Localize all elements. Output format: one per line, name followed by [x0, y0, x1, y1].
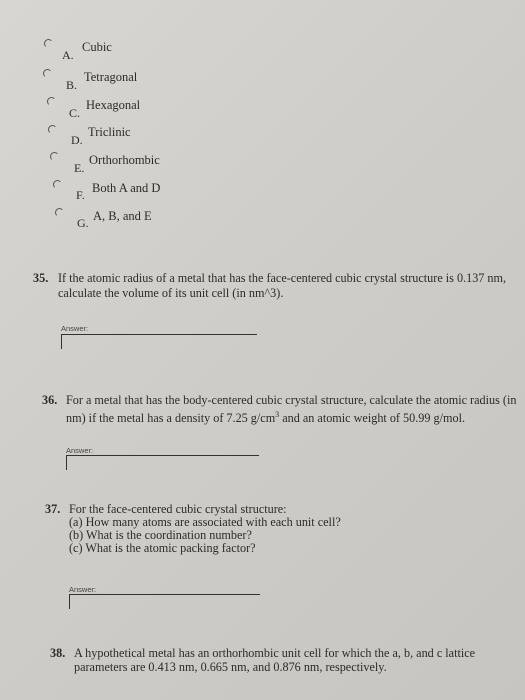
answer-input-36[interactable]	[66, 455, 259, 470]
option-label: Cubic	[82, 40, 112, 54]
question-number: 36.	[42, 393, 58, 407]
radio-button-d[interactable]	[48, 125, 57, 134]
question-number: 35.	[33, 271, 49, 285]
answer-input-37[interactable]	[69, 594, 260, 609]
question-text: calculate the volume of its unit cell (in nm^3).	[58, 286, 284, 300]
option-label: Tetragonal	[84, 70, 138, 84]
answer-label-36: Answer:	[66, 446, 94, 455]
radio-button-g[interactable]	[55, 208, 64, 217]
superscript: 3	[275, 410, 280, 419]
radio-button-b[interactable]	[43, 69, 52, 78]
question-text-part: nm) if the metal has a density of 7.25 g/cm	[66, 411, 276, 426]
question-text: (b) What is the coordination number?	[69, 528, 252, 542]
answer-label-35: Answer:	[61, 324, 89, 333]
option-label: Both A and D	[92, 181, 161, 195]
radio-button-e[interactable]	[50, 152, 59, 161]
option-label: Triclinic	[88, 125, 131, 139]
option-letter: F.	[76, 188, 85, 202]
question-text-part: and an atomic weight of 50.99 g/mol.	[279, 411, 465, 426]
option-letter: C.	[69, 106, 81, 120]
question-number: 38.	[50, 646, 66, 660]
question-text: If the atomic radius of a metal that has the face-centered cubic crystal structure is 0.137 nm,	[58, 271, 507, 285]
question-text: (c) What is the atomic packing factor?	[69, 541, 256, 555]
question-text: For a metal that has the body-centered cubic crystal structure, calculate the atomic radius (in	[66, 393, 517, 407]
option-letter: G.	[77, 216, 89, 230]
question-text	[66, 408, 465, 425]
radio-button-c[interactable]	[47, 97, 56, 106]
option-letter: E.	[74, 161, 85, 175]
answer-label-37: Answer:	[69, 585, 97, 594]
option-label: Hexagonal	[86, 98, 141, 112]
answer-input-35[interactable]	[61, 334, 257, 349]
option-letter: A.	[62, 48, 74, 62]
question-text: For the face-centered cubic crystal structure:	[69, 502, 287, 516]
radio-button-f[interactable]	[53, 180, 62, 189]
question-number: 37.	[45, 502, 61, 516]
question-text: A hypothetical metal has an orthorhombic unit cell for which the a, b, and c lattice	[74, 646, 476, 660]
option-label: A, B, and E	[93, 209, 152, 223]
radio-button-a[interactable]	[44, 39, 53, 48]
option-letter: B.	[66, 78, 78, 92]
option-letter: D.	[71, 133, 83, 147]
option-label: Orthorhombic	[89, 153, 160, 167]
question-text: (a) How many atoms are associated with each unit cell?	[69, 515, 341, 529]
question-text: parameters are 0.413 nm, 0.665 nm, and 0.876 nm, respectively.	[74, 660, 387, 674]
